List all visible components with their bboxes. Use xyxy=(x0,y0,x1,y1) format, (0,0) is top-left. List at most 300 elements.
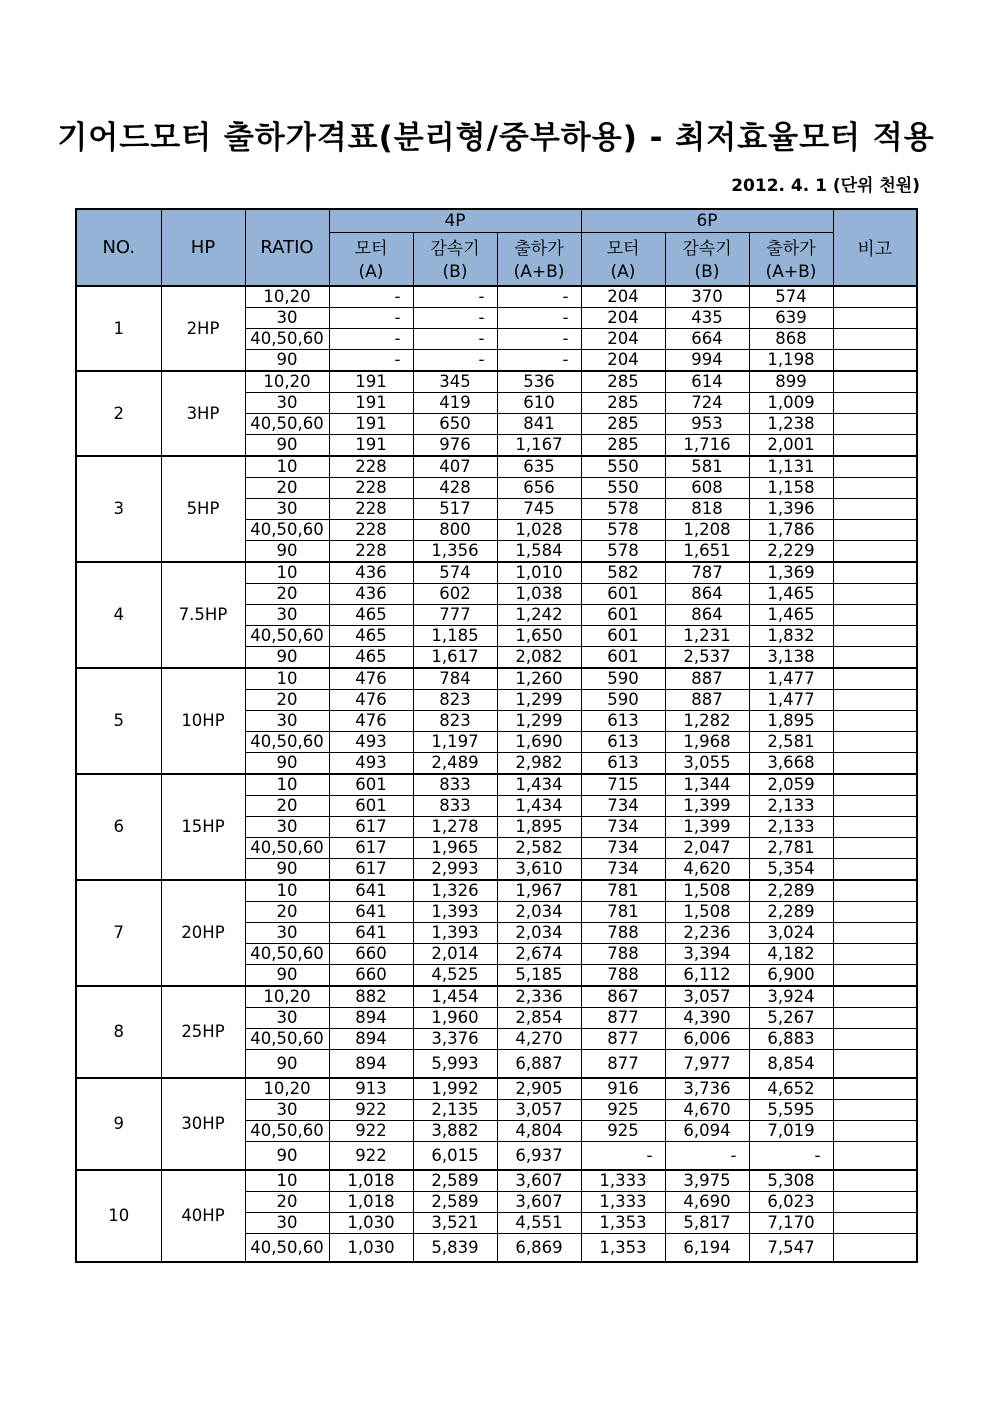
cell-6p-motor: 781 xyxy=(581,902,665,923)
cell-6p-shipping: 6,900 xyxy=(749,965,833,987)
cell-6p-shipping: 899 xyxy=(749,371,833,393)
cell-4p-reducer: 1,992 xyxy=(413,1078,497,1100)
cell-ratio: 20 xyxy=(245,902,329,923)
price-table xyxy=(75,208,918,1263)
cell-4p-reducer: 1,326 xyxy=(413,880,497,902)
cell-remark xyxy=(833,626,917,647)
cell-6p-motor: 285 xyxy=(581,371,665,393)
row-no: 7 xyxy=(76,880,161,986)
cell-6p-reducer: 787 xyxy=(665,562,749,584)
cell-ratio: 90 xyxy=(245,859,329,881)
cell-6p-shipping: 1,198 xyxy=(749,350,833,372)
cell-6p-reducer: 1,508 xyxy=(665,880,749,902)
cell-4p-reducer: 800 xyxy=(413,520,497,541)
price-table-body xyxy=(76,286,917,1262)
cell-6p-reducer: 664 xyxy=(665,329,749,350)
cell-4p-shipping: 2,905 xyxy=(497,1078,581,1100)
cell-6p-reducer: 3,055 xyxy=(665,753,749,775)
cell-6p-motor: 734 xyxy=(581,796,665,817)
cell-4p-motor: 465 xyxy=(329,647,413,669)
cell-ratio: 40,50,60 xyxy=(245,1029,329,1050)
cell-4p-reducer: 3,376 xyxy=(413,1029,497,1050)
cell-4p-motor: 436 xyxy=(329,584,413,605)
cell-6p-reducer: 5,817 xyxy=(665,1213,749,1234)
cell-6p-motor: 1,353 xyxy=(581,1213,665,1234)
cell-4p-motor: 922 xyxy=(329,1142,413,1171)
cell-6p-motor: 601 xyxy=(581,626,665,647)
header-4p-sub-a: (A) xyxy=(329,259,413,286)
cell-remark xyxy=(833,286,917,308)
document-title: 기어드모터 출하가격표(분리형/중부하용) - 최저효율모터 적용 xyxy=(57,120,935,156)
cell-6p-shipping: 2,059 xyxy=(749,774,833,796)
cell-6p-shipping: 574 xyxy=(749,286,833,308)
cell-4p-motor: 617 xyxy=(329,838,413,859)
cell-ratio: 40,50,60 xyxy=(245,1121,329,1142)
cell-4p-motor: 641 xyxy=(329,880,413,902)
row-no: 10 xyxy=(76,1170,161,1262)
table-row xyxy=(76,371,917,393)
cell-remark xyxy=(833,986,917,1008)
cell-4p-motor: 228 xyxy=(329,541,413,563)
header-ratio: RATIO xyxy=(245,209,329,286)
header-6p-sub-ab: (A+B) xyxy=(749,259,833,286)
cell-4p-motor: 228 xyxy=(329,520,413,541)
cell-6p-reducer: 4,390 xyxy=(665,1008,749,1029)
cell-6p-shipping: 2,581 xyxy=(749,732,833,753)
cell-6p-shipping: 2,133 xyxy=(749,796,833,817)
cell-4p-motor: 191 xyxy=(329,393,413,414)
cell-ratio: 10,20 xyxy=(245,1078,329,1100)
cell-6p-shipping: 6,883 xyxy=(749,1029,833,1050)
cell-remark xyxy=(833,329,917,350)
cell-4p-motor: 476 xyxy=(329,690,413,711)
cell-4p-reducer: 345 xyxy=(413,371,497,393)
cell-4p-motor: 617 xyxy=(329,817,413,838)
cell-4p-reducer: 976 xyxy=(413,435,497,457)
cell-4p-reducer: 4,525 xyxy=(413,965,497,987)
cell-4p-reducer: 5,993 xyxy=(413,1050,497,1079)
row-hp: 25HP xyxy=(161,986,245,1078)
cell-4p-shipping: 4,804 xyxy=(497,1121,581,1142)
cell-ratio: 40,50,60 xyxy=(245,838,329,859)
cell-ratio: 10,20 xyxy=(245,371,329,393)
cell-remark xyxy=(833,605,917,626)
cell-4p-reducer: 602 xyxy=(413,584,497,605)
cell-6p-motor: 788 xyxy=(581,944,665,965)
header-6p-motor: 모터 xyxy=(581,233,665,260)
cell-6p-shipping: 1,131 xyxy=(749,456,833,478)
header-4p-reducer: 감속기 xyxy=(413,233,497,260)
cell-4p-motor: 660 xyxy=(329,944,413,965)
cell-6p-shipping: 2,001 xyxy=(749,435,833,457)
cell-4p-reducer: 407 xyxy=(413,456,497,478)
cell-4p-reducer: 777 xyxy=(413,605,497,626)
cell-ratio: 40,50,60 xyxy=(245,1234,329,1263)
cell-6p-shipping: 1,238 xyxy=(749,414,833,435)
cell-6p-reducer: 1,344 xyxy=(665,774,749,796)
cell-6p-motor: 590 xyxy=(581,668,665,690)
cell-6p-motor: 916 xyxy=(581,1078,665,1100)
cell-6p-shipping: 1,895 xyxy=(749,711,833,732)
cell-6p-motor: 734 xyxy=(581,817,665,838)
cell-4p-shipping: 3,610 xyxy=(497,859,581,881)
cell-4p-shipping: 841 xyxy=(497,414,581,435)
header-hp: HP xyxy=(161,209,245,286)
cell-6p-reducer: 864 xyxy=(665,605,749,626)
cell-remark xyxy=(833,350,917,372)
cell-remark xyxy=(833,562,917,584)
cell-4p-reducer: 823 xyxy=(413,690,497,711)
cell-4p-reducer: 2,489 xyxy=(413,753,497,775)
header-6p-reducer: 감속기 xyxy=(665,233,749,260)
date-unit-label: 2012. 4. 1 (단위 천원) xyxy=(731,176,920,196)
cell-6p-shipping: 1,158 xyxy=(749,478,833,499)
row-no: 5 xyxy=(76,668,161,774)
cell-ratio: 20 xyxy=(245,796,329,817)
cell-ratio: 90 xyxy=(245,1142,329,1171)
cell-6p-reducer: 1,399 xyxy=(665,817,749,838)
cell-6p-reducer: 6,006 xyxy=(665,1029,749,1050)
cell-6p-reducer: 994 xyxy=(665,350,749,372)
cell-remark xyxy=(833,859,917,881)
cell-4p-shipping: 2,582 xyxy=(497,838,581,859)
row-hp: 40HP xyxy=(161,1170,245,1262)
cell-4p-motor: 191 xyxy=(329,414,413,435)
cell-6p-shipping: 4,652 xyxy=(749,1078,833,1100)
row-hp: 5HP xyxy=(161,456,245,562)
cell-ratio: 10 xyxy=(245,668,329,690)
table-row xyxy=(76,774,917,796)
cell-ratio: 30 xyxy=(245,1100,329,1121)
cell-4p-reducer: 517 xyxy=(413,499,497,520)
cell-remark xyxy=(833,1008,917,1029)
header-4p-sub-b: (B) xyxy=(413,259,497,286)
cell-6p-motor: 590 xyxy=(581,690,665,711)
cell-4p-motor: 641 xyxy=(329,923,413,944)
cell-remark xyxy=(833,1142,917,1171)
cell-6p-motor: 1,333 xyxy=(581,1192,665,1213)
cell-6p-motor: 578 xyxy=(581,499,665,520)
cell-4p-motor: 436 xyxy=(329,562,413,584)
cell-remark xyxy=(833,541,917,563)
cell-6p-shipping: 2,781 xyxy=(749,838,833,859)
cell-6p-reducer: 1,716 xyxy=(665,435,749,457)
cell-6p-motor: 781 xyxy=(581,880,665,902)
cell-4p-motor: - xyxy=(329,329,413,350)
row-no: 9 xyxy=(76,1078,161,1170)
cell-4p-motor: 922 xyxy=(329,1100,413,1121)
cell-6p-motor: 734 xyxy=(581,838,665,859)
cell-4p-reducer: 1,454 xyxy=(413,986,497,1008)
cell-6p-motor: 601 xyxy=(581,647,665,669)
cell-4p-reducer: 1,278 xyxy=(413,817,497,838)
cell-4p-shipping: 2,034 xyxy=(497,902,581,923)
table-row xyxy=(76,668,917,690)
cell-ratio: 30 xyxy=(245,499,329,520)
cell-remark xyxy=(833,1170,917,1192)
cell-remark xyxy=(833,1192,917,1213)
cell-4p-motor: 894 xyxy=(329,1050,413,1079)
cell-remark xyxy=(833,668,917,690)
cell-6p-reducer: 3,057 xyxy=(665,986,749,1008)
cell-ratio: 30 xyxy=(245,393,329,414)
cell-ratio: 20 xyxy=(245,690,329,711)
header-4p-motor: 모터 xyxy=(329,233,413,260)
table-row xyxy=(76,562,917,584)
cell-ratio: 30 xyxy=(245,923,329,944)
table-row xyxy=(76,1078,917,1100)
row-hp: 15HP xyxy=(161,774,245,880)
cell-ratio: 10,20 xyxy=(245,986,329,1008)
cell-6p-shipping: 7,170 xyxy=(749,1213,833,1234)
cell-remark xyxy=(833,499,917,520)
cell-4p-reducer: 650 xyxy=(413,414,497,435)
cell-6p-shipping: 2,133 xyxy=(749,817,833,838)
cell-6p-shipping: 1,009 xyxy=(749,393,833,414)
cell-remark xyxy=(833,923,917,944)
table-row xyxy=(76,1170,917,1192)
cell-ratio: 40,50,60 xyxy=(245,944,329,965)
cell-6p-reducer: 2,047 xyxy=(665,838,749,859)
cell-remark xyxy=(833,393,917,414)
cell-4p-motor: 465 xyxy=(329,605,413,626)
cell-ratio: 90 xyxy=(245,435,329,457)
cell-4p-shipping: 1,242 xyxy=(497,605,581,626)
cell-6p-motor: 734 xyxy=(581,859,665,881)
cell-6p-reducer: 4,620 xyxy=(665,859,749,881)
cell-6p-motor: 601 xyxy=(581,605,665,626)
header-6p-sub-a: (A) xyxy=(581,259,665,286)
cell-remark xyxy=(833,478,917,499)
cell-6p-shipping: 1,477 xyxy=(749,690,833,711)
cell-6p-motor: 285 xyxy=(581,393,665,414)
cell-remark xyxy=(833,1234,917,1263)
cell-6p-motor: 867 xyxy=(581,986,665,1008)
cell-4p-reducer: 1,356 xyxy=(413,541,497,563)
row-hp: 7.5HP xyxy=(161,562,245,668)
cell-4p-reducer: - xyxy=(413,329,497,350)
cell-6p-motor: 925 xyxy=(581,1121,665,1142)
cell-4p-reducer: - xyxy=(413,286,497,308)
cell-ratio: 90 xyxy=(245,965,329,987)
row-hp: 2HP xyxy=(161,286,245,371)
cell-6p-shipping: 2,289 xyxy=(749,902,833,923)
cell-4p-shipping: 4,270 xyxy=(497,1029,581,1050)
cell-4p-shipping: 1,038 xyxy=(497,584,581,605)
cell-4p-reducer: 419 xyxy=(413,393,497,414)
cell-4p-shipping: 1,895 xyxy=(497,817,581,838)
cell-6p-motor: 788 xyxy=(581,923,665,944)
cell-4p-motor: - xyxy=(329,350,413,372)
cell-4p-shipping: 1,167 xyxy=(497,435,581,457)
cell-4p-reducer: 2,589 xyxy=(413,1192,497,1213)
header-6p: 6P xyxy=(581,209,833,233)
cell-4p-shipping: 2,336 xyxy=(497,986,581,1008)
cell-6p-reducer: 1,508 xyxy=(665,902,749,923)
cell-4p-motor: 913 xyxy=(329,1078,413,1100)
cell-4p-reducer: 2,014 xyxy=(413,944,497,965)
table-row xyxy=(76,456,917,478)
cell-6p-motor: 204 xyxy=(581,308,665,329)
cell-4p-shipping: 6,887 xyxy=(497,1050,581,1079)
cell-6p-motor: 550 xyxy=(581,456,665,478)
cell-4p-motor: 476 xyxy=(329,668,413,690)
cell-4p-reducer: 1,185 xyxy=(413,626,497,647)
cell-6p-reducer: 4,670 xyxy=(665,1100,749,1121)
cell-6p-reducer: 1,968 xyxy=(665,732,749,753)
cell-4p-shipping: - xyxy=(497,350,581,372)
cell-4p-shipping: 2,082 xyxy=(497,647,581,669)
cell-6p-reducer: 7,977 xyxy=(665,1050,749,1079)
cell-4p-reducer: 823 xyxy=(413,711,497,732)
table-row xyxy=(76,286,917,308)
cell-ratio: 30 xyxy=(245,817,329,838)
cell-6p-motor: 204 xyxy=(581,350,665,372)
cell-6p-reducer: 887 xyxy=(665,668,749,690)
cell-remark xyxy=(833,414,917,435)
cell-6p-shipping: 1,786 xyxy=(749,520,833,541)
cell-4p-motor: 601 xyxy=(329,774,413,796)
cell-remark xyxy=(833,711,917,732)
cell-ratio: 90 xyxy=(245,350,329,372)
cell-4p-motor: 660 xyxy=(329,965,413,987)
cell-4p-motor: 191 xyxy=(329,435,413,457)
table-row xyxy=(76,880,917,902)
header-4p-sub-ab: (A+B) xyxy=(497,259,581,286)
cell-remark xyxy=(833,1078,917,1100)
cell-remark xyxy=(833,817,917,838)
cell-6p-shipping: 8,854 xyxy=(749,1050,833,1079)
cell-4p-motor: 1,018 xyxy=(329,1192,413,1213)
cell-6p-reducer: 2,236 xyxy=(665,923,749,944)
cell-4p-shipping: 2,982 xyxy=(497,753,581,775)
cell-remark xyxy=(833,965,917,987)
cell-6p-reducer: 1,282 xyxy=(665,711,749,732)
cell-6p-shipping: 5,595 xyxy=(749,1100,833,1121)
cell-ratio: 30 xyxy=(245,1008,329,1029)
cell-ratio: 40,50,60 xyxy=(245,732,329,753)
cell-4p-shipping: 1,690 xyxy=(497,732,581,753)
cell-remark xyxy=(833,753,917,775)
cell-6p-shipping: 7,547 xyxy=(749,1234,833,1263)
cell-ratio: 90 xyxy=(245,753,329,775)
cell-4p-motor: 1,030 xyxy=(329,1213,413,1234)
cell-4p-motor: - xyxy=(329,308,413,329)
cell-6p-motor: 550 xyxy=(581,478,665,499)
cell-remark xyxy=(833,1213,917,1234)
cell-ratio: 10,20 xyxy=(245,286,329,308)
header-6p-sub-b: (B) xyxy=(665,259,749,286)
cell-remark xyxy=(833,774,917,796)
cell-6p-shipping: 1,369 xyxy=(749,562,833,584)
cell-4p-shipping: 3,607 xyxy=(497,1170,581,1192)
cell-6p-shipping: 2,229 xyxy=(749,541,833,563)
cell-remark xyxy=(833,520,917,541)
cell-6p-reducer: 608 xyxy=(665,478,749,499)
cell-6p-shipping: 7,019 xyxy=(749,1121,833,1142)
cell-6p-motor: - xyxy=(581,1142,665,1171)
cell-6p-shipping: 3,024 xyxy=(749,923,833,944)
cell-4p-motor: 1,030 xyxy=(329,1234,413,1263)
cell-6p-motor: 715 xyxy=(581,774,665,796)
cell-remark xyxy=(833,647,917,669)
cell-4p-shipping: 1,434 xyxy=(497,796,581,817)
cell-6p-reducer: 581 xyxy=(665,456,749,478)
cell-remark xyxy=(833,1121,917,1142)
cell-remark xyxy=(833,308,917,329)
cell-remark xyxy=(833,1100,917,1121)
cell-4p-shipping: 4,551 xyxy=(497,1213,581,1234)
cell-ratio: 30 xyxy=(245,711,329,732)
cell-6p-reducer: 3,975 xyxy=(665,1170,749,1192)
cell-4p-motor: 228 xyxy=(329,499,413,520)
cell-4p-motor: 601 xyxy=(329,796,413,817)
cell-4p-shipping: 536 xyxy=(497,371,581,393)
cell-4p-motor: 228 xyxy=(329,456,413,478)
cell-4p-shipping: 6,869 xyxy=(497,1234,581,1263)
cell-6p-shipping: 1,465 xyxy=(749,605,833,626)
cell-6p-reducer: 1,231 xyxy=(665,626,749,647)
cell-ratio: 20 xyxy=(245,478,329,499)
cell-6p-motor: 613 xyxy=(581,732,665,753)
cell-6p-shipping: 1,465 xyxy=(749,584,833,605)
cell-4p-shipping: 656 xyxy=(497,478,581,499)
cell-4p-motor: 617 xyxy=(329,859,413,881)
cell-remark xyxy=(833,796,917,817)
cell-4p-motor: 882 xyxy=(329,986,413,1008)
cell-4p-shipping: 2,854 xyxy=(497,1008,581,1029)
cell-4p-reducer: 428 xyxy=(413,478,497,499)
cell-remark xyxy=(833,371,917,393)
cell-6p-shipping: 5,308 xyxy=(749,1170,833,1192)
cell-ratio: 20 xyxy=(245,584,329,605)
cell-4p-reducer: 3,882 xyxy=(413,1121,497,1142)
cell-6p-reducer: 1,399 xyxy=(665,796,749,817)
cell-remark xyxy=(833,435,917,457)
cell-4p-shipping: 2,034 xyxy=(497,923,581,944)
cell-4p-shipping: 1,967 xyxy=(497,880,581,902)
cell-remark xyxy=(833,584,917,605)
cell-ratio: 40,50,60 xyxy=(245,414,329,435)
cell-4p-shipping: 1,260 xyxy=(497,668,581,690)
row-no: 3 xyxy=(76,456,161,562)
cell-ratio: 30 xyxy=(245,605,329,626)
cell-6p-shipping: 5,354 xyxy=(749,859,833,881)
cell-4p-motor: 894 xyxy=(329,1008,413,1029)
cell-4p-reducer: 3,521 xyxy=(413,1213,497,1234)
cell-4p-reducer: 6,015 xyxy=(413,1142,497,1171)
cell-ratio: 10 xyxy=(245,774,329,796)
cell-4p-motor: 1,018 xyxy=(329,1170,413,1192)
cell-6p-shipping: 3,924 xyxy=(749,986,833,1008)
cell-6p-shipping: 639 xyxy=(749,308,833,329)
cell-6p-reducer: 435 xyxy=(665,308,749,329)
cell-4p-reducer: 2,135 xyxy=(413,1100,497,1121)
cell-6p-reducer: 1,208 xyxy=(665,520,749,541)
cell-6p-motor: 877 xyxy=(581,1050,665,1079)
header-remark: 비고 xyxy=(833,209,917,286)
cell-4p-shipping: 1,584 xyxy=(497,541,581,563)
cell-4p-shipping: - xyxy=(497,286,581,308)
cell-remark xyxy=(833,880,917,902)
cell-6p-motor: 877 xyxy=(581,1008,665,1029)
cell-ratio: 90 xyxy=(245,541,329,563)
cell-4p-shipping: 6,937 xyxy=(497,1142,581,1171)
cell-4p-shipping: 610 xyxy=(497,393,581,414)
row-no: 2 xyxy=(76,371,161,456)
cell-4p-shipping: 1,028 xyxy=(497,520,581,541)
cell-ratio: 10 xyxy=(245,562,329,584)
